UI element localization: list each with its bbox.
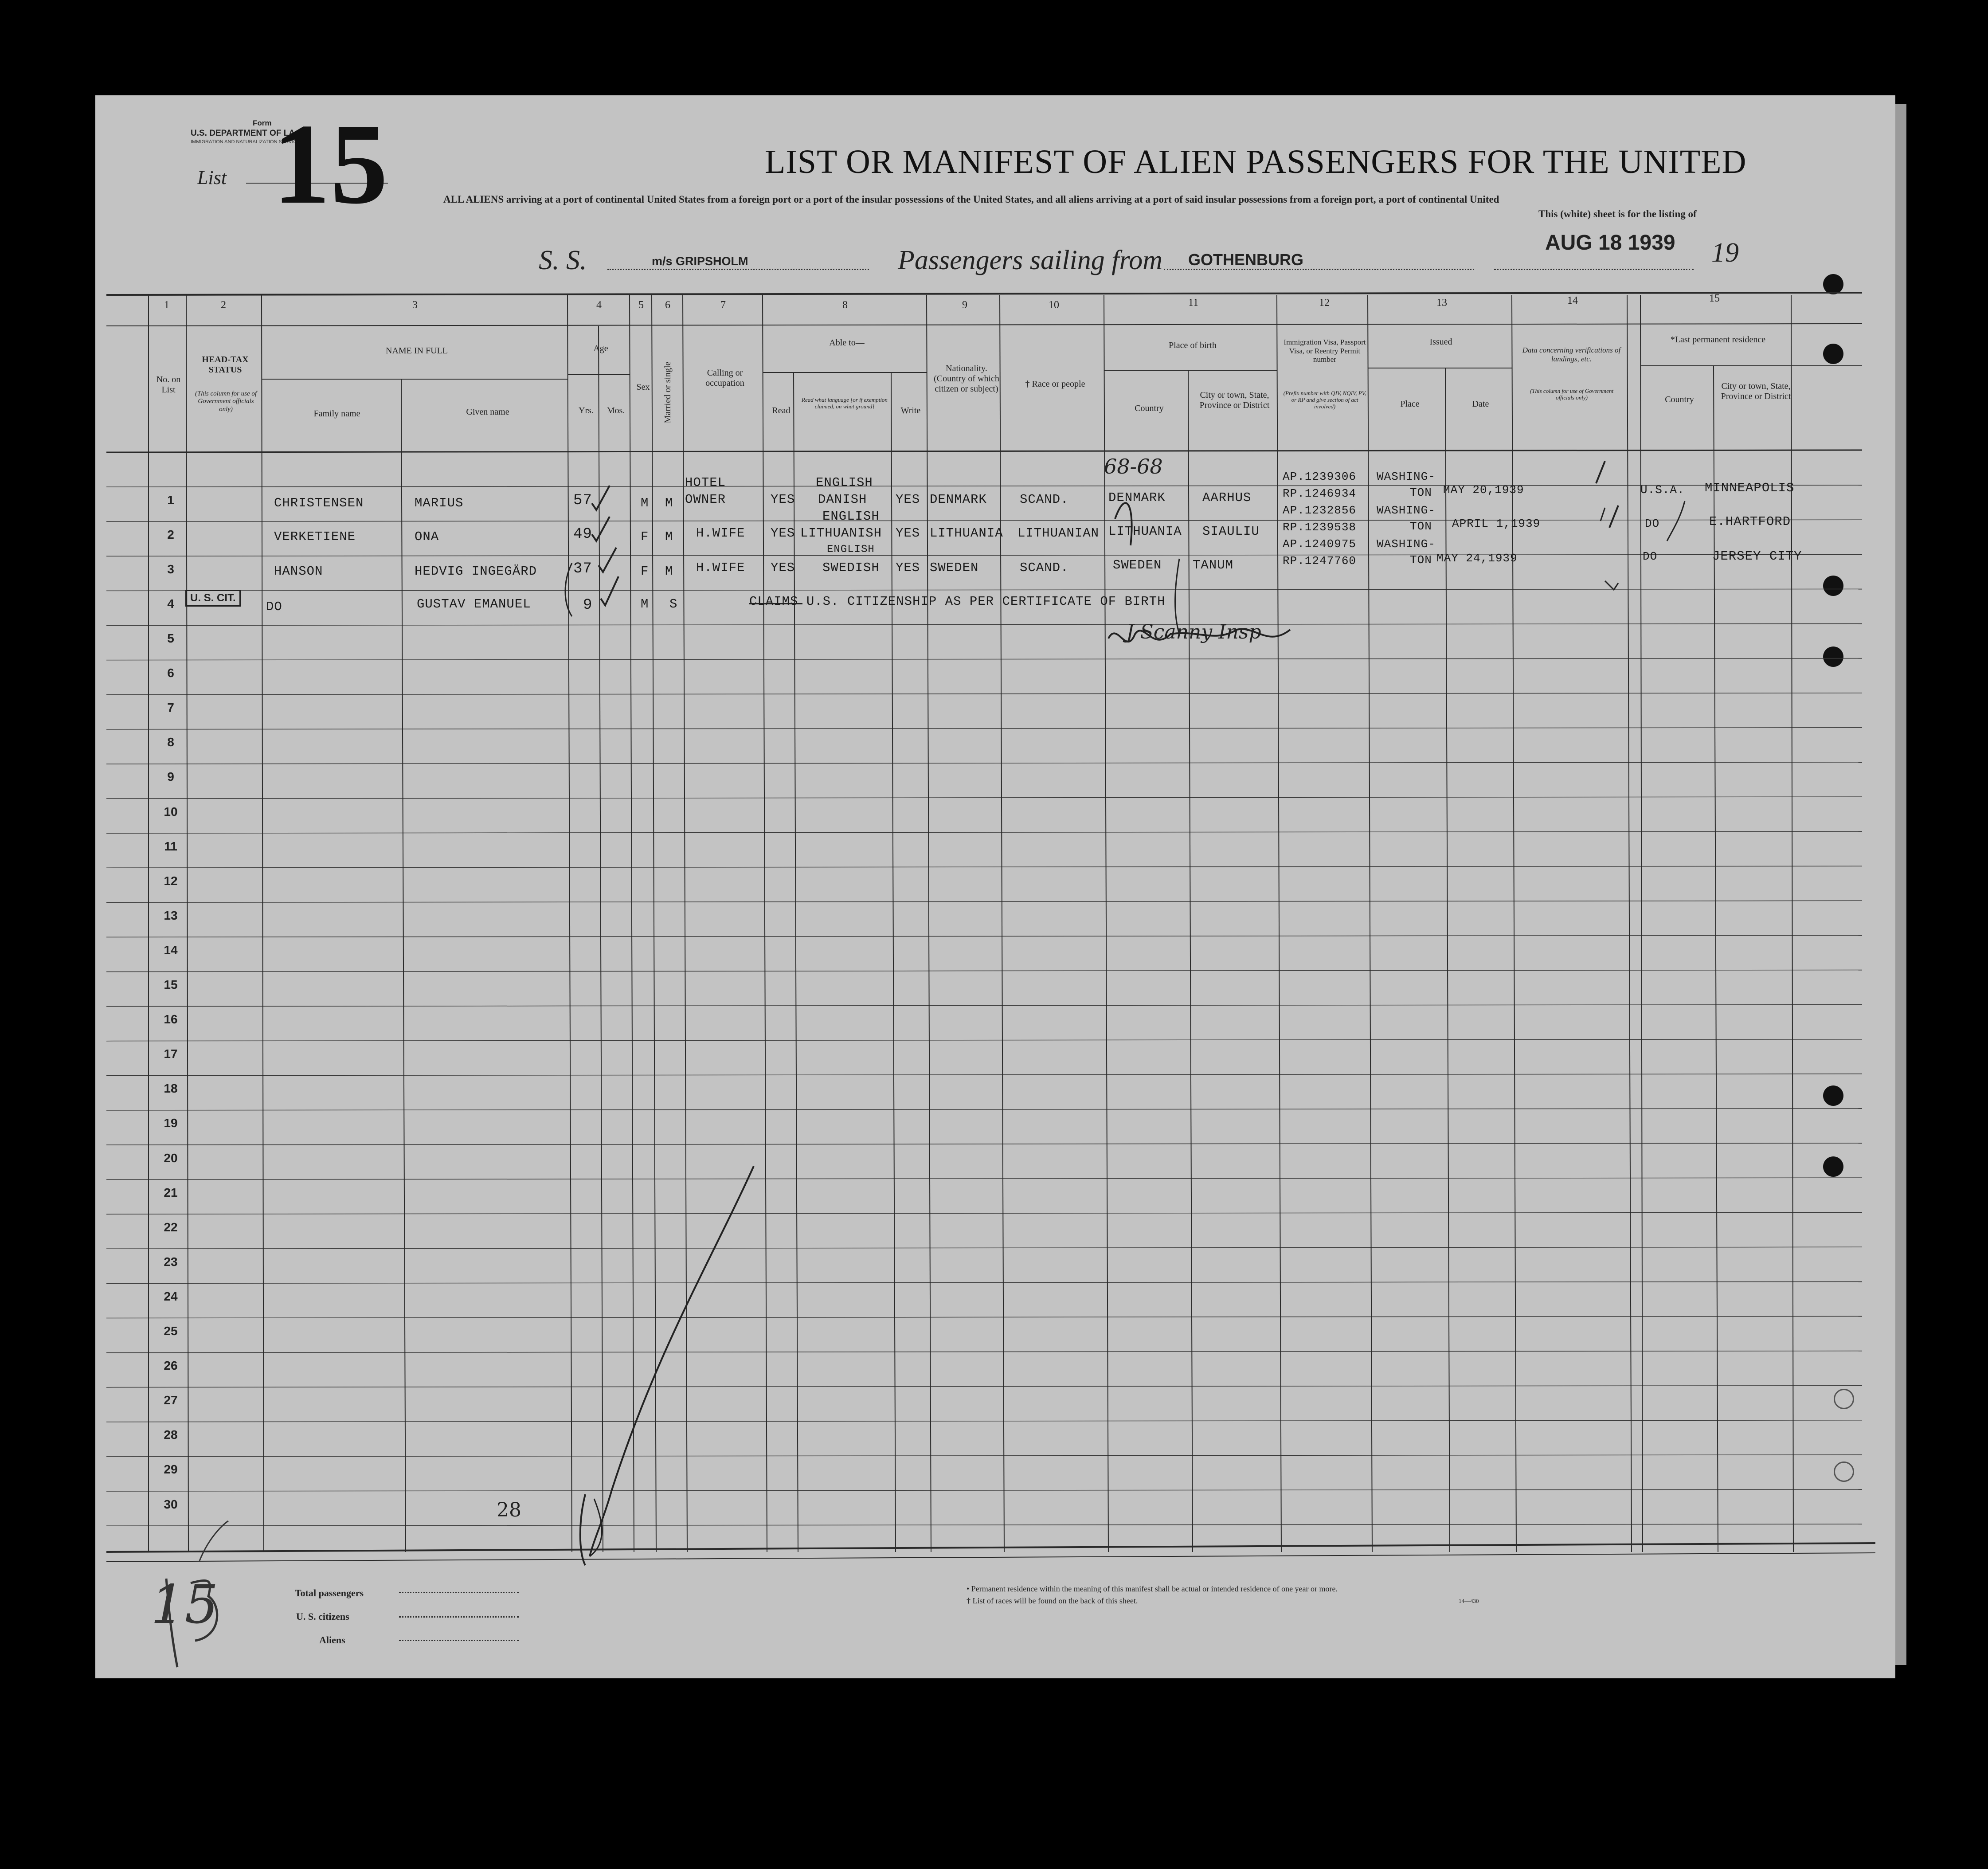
header-head-tax-note: (This column for use of Government officials only) <box>195 390 257 413</box>
issued-place: TON <box>1410 486 1432 499</box>
header-no-on-list: No. on List <box>156 375 181 395</box>
header-read: Read <box>772 406 791 415</box>
issued-place: WASHING- <box>1377 537 1436 551</box>
header-yrs: Yrs. <box>579 406 594 415</box>
row-rule <box>106 1074 1862 1076</box>
row-number: 17 <box>164 1047 178 1061</box>
ss-label: S. S. <box>539 245 587 275</box>
sex: M <box>641 597 649 611</box>
write: YES <box>896 492 920 507</box>
row-rule <box>106 1178 1862 1179</box>
row-number: 19 <box>164 1116 178 1130</box>
read-language: ENGLISH <box>822 509 880 524</box>
sex: F <box>641 564 649 579</box>
row-rule <box>106 589 1862 591</box>
header-issued-date: Date <box>1472 399 1489 409</box>
sex: F <box>641 529 649 544</box>
visa-number: RP.1247760 <box>1283 554 1357 568</box>
col-number: 7 <box>720 299 726 311</box>
row-number: 13 <box>164 908 178 922</box>
page-count-annotation: 28 <box>497 1499 521 1521</box>
given-name: ONA <box>415 529 439 544</box>
page-title: LIST OR MANIFEST OF ALIEN PASSENGERS FOR THE UNITED <box>765 143 1747 180</box>
header-last-residence: *Last permanent residence <box>1670 335 1766 345</box>
age-years: 57 <box>573 492 592 509</box>
visa-number: RP.1239538 <box>1283 521 1357 534</box>
col-number: 1 <box>164 299 169 311</box>
issued-date: MAY 24,1939 <box>1436 552 1518 565</box>
row-number: 22 <box>164 1220 178 1234</box>
family-name: VERKETIENE <box>274 529 356 544</box>
calling: HOTEL <box>685 475 726 490</box>
given-name: GUSTAV EMANUEL <box>417 597 531 611</box>
row-number: 11 <box>164 839 177 853</box>
read-language: SWEDISH <box>822 560 880 575</box>
header-family-name: Family name <box>313 409 360 419</box>
sex: M <box>641 496 649 510</box>
header-issued-place: Place <box>1400 399 1420 409</box>
row-number: 21 <box>164 1185 178 1199</box>
check-mark <box>592 517 610 541</box>
col-number: 3 <box>412 299 418 311</box>
row-rule <box>106 901 1862 902</box>
married-status: M <box>665 496 673 510</box>
row-rule <box>106 624 1862 626</box>
write: YES <box>896 526 920 541</box>
header-read-language: Read what language [or if exemption claimed, on what ground] <box>802 396 888 410</box>
col-number: 15 <box>1709 293 1720 304</box>
row-number: 10 <box>164 804 178 819</box>
row-rule <box>106 1317 1862 1318</box>
col-number: 6 <box>665 299 670 311</box>
sailing-date: AUG 18 1939 <box>1545 231 1675 255</box>
row-number: 30 <box>164 1497 178 1511</box>
row-number: 25 <box>164 1324 178 1338</box>
department-label: U.S. DEPARTMENT OF LA <box>191 129 295 138</box>
row-number: 29 <box>164 1462 178 1477</box>
header-birth-city: City or town, State, Province or District <box>1199 390 1270 410</box>
claim-strikethrough <box>749 603 802 604</box>
residence-country: DO <box>1643 550 1658 563</box>
header-name-in-full: NAME IN FULL <box>386 346 448 356</box>
row-number: 14 <box>164 943 178 957</box>
total-passengers-label: Total passengers <box>295 1587 364 1599</box>
issued-place: WASHING- <box>1377 504 1436 517</box>
header-head-tax: HEAD-TAX STATUS <box>202 355 249 375</box>
issued-place: WASHING- <box>1377 470 1436 483</box>
read: YES <box>771 526 795 541</box>
calling: H.WIFE <box>696 526 745 541</box>
list-number: 15 <box>273 100 388 228</box>
row-rule <box>106 1455 1862 1457</box>
row-number: 15 <box>164 978 178 991</box>
row-number: 18 <box>164 1081 178 1096</box>
row-rule <box>106 1351 1862 1353</box>
birth-country: DENMARK <box>1108 490 1166 505</box>
header-able-to: Able to— <box>829 338 865 348</box>
row-rule <box>106 658 1862 660</box>
check-mark <box>592 486 610 510</box>
race: SCAND. <box>1020 492 1069 507</box>
issued-place: TON <box>1410 553 1432 567</box>
read: YES <box>771 492 795 507</box>
list-label: List <box>197 167 227 188</box>
row-number: 8 <box>167 735 174 749</box>
header-married: Married or single <box>663 361 673 423</box>
row-rule <box>106 762 1862 764</box>
birth-city: SIAULIU <box>1202 524 1260 539</box>
citizenship-claim: CLAIMS U.S. CITIZENSHIP AS PER CERTIFICATE OF BIRTH <box>749 594 1166 609</box>
birth-city: AARHUS <box>1202 490 1252 505</box>
row-rule <box>106 1109 1862 1110</box>
inspector-signature: J Scanny Insp <box>1126 621 1261 643</box>
birth-marks-annotation: 68-68 <box>1104 455 1163 478</box>
married-status: S <box>669 597 678 611</box>
col-number: 13 <box>1436 297 1447 309</box>
given-name: HEDVIG INGEGÄRD <box>415 564 537 579</box>
row-rule <box>106 693 1862 695</box>
col-number: 10 <box>1049 299 1059 311</box>
row-rule <box>106 797 1862 799</box>
col-number: 8 <box>842 299 848 311</box>
read-language: ENGLISH <box>816 475 873 490</box>
row-rule <box>106 1489 1862 1491</box>
row-number: 2 <box>167 528 174 541</box>
nationality: LITHUANIA <box>930 526 1003 541</box>
header-write: Write <box>900 406 921 415</box>
row-rule <box>106 1386 1862 1387</box>
row-rule <box>106 1039 1862 1041</box>
header-issued: Issued <box>1429 337 1452 347</box>
header-data-note: (This column for use of Government officials only) <box>1530 388 1614 401</box>
row-rule <box>106 970 1862 972</box>
visa-number: AP.1239306 <box>1283 470 1357 483</box>
row-number: 4 <box>167 597 174 611</box>
married-status: M <box>665 564 673 579</box>
header-sex: Sex <box>636 382 650 392</box>
row-number: 26 <box>164 1359 178 1373</box>
header-given-name: Given name <box>466 407 509 417</box>
subtitle-line1: ALL ALIENS arriving at a port of continental United States from a foreign port or a port of the insular possessions of the United States, and all aliens arriving at a port of said insular possessions from a foreign port, a port of continental United <box>443 194 1499 205</box>
age-years: 9 <box>583 597 593 614</box>
margin-number-annotation: 15 <box>151 1574 219 1636</box>
family-name: CHRISTENSEN <box>274 496 364 510</box>
married-status: M <box>665 529 673 544</box>
departure-port: GOTHENBURG <box>1188 251 1303 269</box>
row-number: 6 <box>167 666 174 680</box>
header-visa-note: (Prefix number with QIV, NQIV, PV, or RP and give section of act involved) <box>1283 390 1366 410</box>
col-number: 9 <box>962 299 967 311</box>
residence-city: E.HARTFORD <box>1709 514 1791 529</box>
issued-date: APRIL 1,1939 <box>1452 517 1541 530</box>
col-number: 4 <box>596 299 602 311</box>
row-rule <box>106 1143 1862 1145</box>
row-rule <box>106 831 1862 833</box>
aliens-line <box>399 1640 519 1641</box>
row-rule <box>106 1247 1862 1249</box>
issued-date: MAY 20,1939 <box>1443 483 1524 497</box>
row-rule <box>106 554 1862 556</box>
family-name: HANSON <box>274 564 323 579</box>
race: LITHUANIAN <box>1017 526 1100 541</box>
row-number: 23 <box>164 1254 178 1269</box>
birth-country: SWEDEN <box>1113 558 1162 572</box>
col-number: 12 <box>1319 297 1330 309</box>
header-mos: Mos. <box>607 406 625 415</box>
given-name: MARIUS <box>415 496 464 510</box>
header-res-country: Country <box>1665 395 1694 404</box>
row-rule <box>106 935 1862 937</box>
row-rule <box>106 520 1862 521</box>
header-age: Age <box>593 344 608 353</box>
calling: OWNER <box>685 492 726 507</box>
read: YES <box>771 560 795 575</box>
row-number: 28 <box>164 1428 178 1442</box>
read-language: ENGLISH <box>827 544 875 556</box>
year-suffix: 19 <box>1711 238 1739 268</box>
residence-country: U.S.A. <box>1640 483 1685 497</box>
check-mark <box>599 548 616 572</box>
header-calling: Calling or occupation <box>705 368 744 388</box>
ship-name: m/s GRIPSHOLM <box>652 255 748 268</box>
visa-number: RP.1246934 <box>1283 487 1357 500</box>
age-years: 37 <box>573 560 592 577</box>
col-number: 11 <box>1188 297 1199 309</box>
row-number: 24 <box>164 1289 178 1303</box>
header-nationality: Nationality. (Country of which citizen or subject) <box>934 364 999 394</box>
footnote-races: † List of races will be found on the back of this sheet. <box>967 1596 1138 1605</box>
age-years: 49 <box>573 526 592 543</box>
col-number: 14 <box>1567 295 1578 306</box>
row-number: 7 <box>167 701 174 715</box>
total-passengers-line <box>399 1592 519 1593</box>
row-rule <box>106 1212 1862 1214</box>
subtitle-line2: This (white) sheet is for the listing of <box>1538 208 1697 219</box>
header-immigration-visa: Immigration Visa, Passport Visa, or Reentry Permit number <box>1284 338 1366 364</box>
header-data-concerning: Data concerning verifications of landings, etc. <box>1522 346 1621 363</box>
col-number: 2 <box>221 299 226 311</box>
family-name: DO <box>266 599 282 614</box>
sailing-label: Passengers sailing from <box>898 245 1163 275</box>
visa-number: AP.1240975 <box>1283 537 1357 551</box>
calling: H.WIFE <box>696 560 745 575</box>
residence-city: MINNEAPOLIS <box>1705 481 1795 495</box>
header-res-city: City or town, State, Province or District <box>1721 381 1791 401</box>
void-stroke <box>590 1166 754 1556</box>
us-citizen-stamp: U. S. CIT. <box>185 590 241 607</box>
residence-country: DO <box>1645 517 1660 530</box>
row-number: 1 <box>167 493 174 507</box>
row-number: 20 <box>164 1151 178 1165</box>
form-label: Form <box>253 119 272 127</box>
row-number: 27 <box>164 1393 178 1407</box>
row-number: 12 <box>164 874 178 888</box>
race: SCAND. <box>1020 560 1069 575</box>
row-number: 5 <box>167 631 174 645</box>
header-place-of-birth: Place of birth <box>1169 341 1217 350</box>
row-rule <box>106 728 1862 729</box>
read-language: LITHUANISH <box>800 526 882 541</box>
read-language: DANISH <box>818 492 867 507</box>
row-rule <box>106 866 1862 868</box>
issued-place: TON <box>1410 520 1432 533</box>
row-number: 3 <box>167 562 174 576</box>
footnote-residence: • Permanent residence within the meaning of this manifest shall be actual or intended residence of one year or more. <box>967 1584 1338 1593</box>
row-number: 9 <box>167 770 174 784</box>
row-rule <box>106 485 1862 487</box>
check-mark <box>601 576 618 605</box>
header-race: † Race or people <box>1025 379 1085 389</box>
birth-city: TANUM <box>1193 558 1234 572</box>
nationality: DENMARK <box>930 492 987 507</box>
birth-country: LITHUANIA <box>1108 524 1182 539</box>
write: YES <box>896 560 920 575</box>
row-number: 16 <box>164 1012 178 1027</box>
col-number: 5 <box>638 299 644 311</box>
row-rule <box>106 1420 1862 1422</box>
residence-city: JERSEY CITY <box>1712 549 1802 564</box>
aliens-label: Aliens <box>319 1634 345 1646</box>
row-rule <box>106 1524 1862 1526</box>
row-rule <box>106 1281 1862 1283</box>
form-code: 14—430 <box>1459 1598 1479 1604</box>
us-citizens-label: U. S. citizens <box>296 1611 349 1622</box>
nationality: SWEDEN <box>930 560 979 575</box>
header-birth-country: Country <box>1135 404 1164 413</box>
bureau-label: IMMIGRATION AND NATURALIZATION SERVICE <box>191 139 300 145</box>
row-rule <box>106 1005 1862 1007</box>
visa-number: AP.1232856 <box>1283 504 1357 517</box>
us-citizens-line <box>399 1616 519 1618</box>
